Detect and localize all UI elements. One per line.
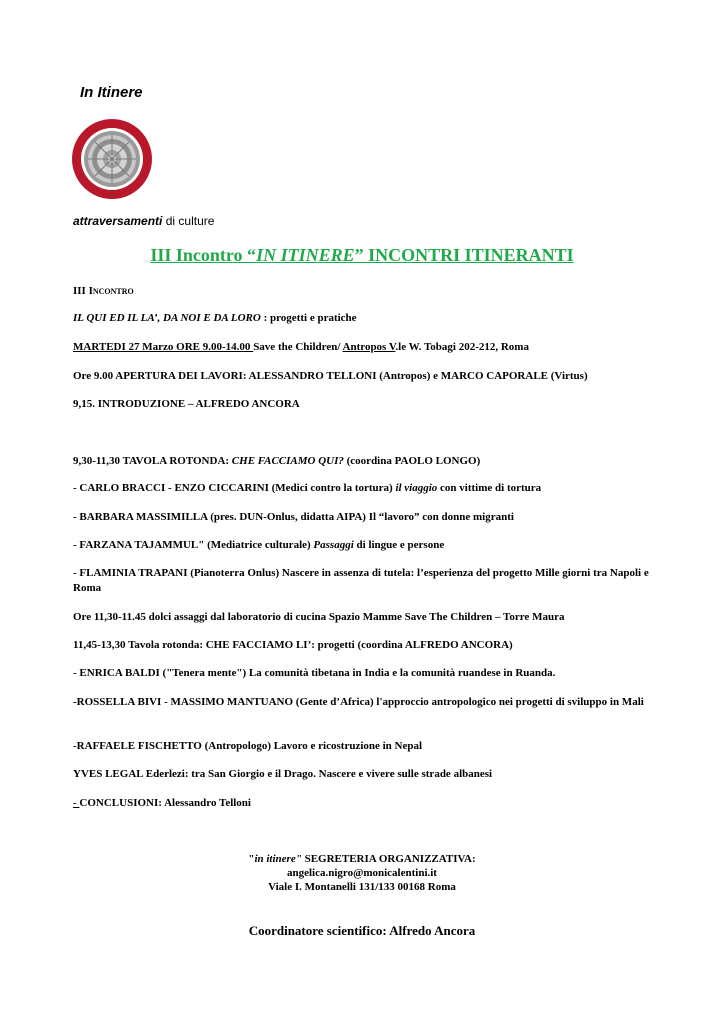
date-line: [73, 340, 663, 355]
speaker-item-8: YVES LEGAL Ederlezi: tra San Giorgio e il Drago. Nascere e vivere sulle strade albanesi: [73, 768, 493, 780]
secretariat-italic: in itinere": [254, 853, 302, 865]
break-line: Ore 11,30-11.45 dolci assaggi dal laboratorio di cucina Spazio Mamme Save The Children – Torre Maura: [73, 611, 565, 623]
title-prefix: III Incontro “: [150, 245, 257, 265]
date-address: .le W. Tobagi 202-212, Roma: [395, 341, 529, 353]
secretariat-quote: ": [248, 853, 255, 865]
conclusion-dash: -: [73, 797, 80, 809]
item3-b: di lingue e persone: [353, 539, 445, 551]
subtitle-italic: IL QUI ED IL LA’, DA NOI E DA LORO: [73, 312, 261, 324]
date-antropos: Antropos V: [342, 341, 396, 353]
tagline-bold: attraversamenti: [73, 214, 163, 228]
item3-italic: Passaggi: [313, 539, 354, 551]
speaker-item-3: [73, 538, 663, 553]
title-suffix: ” INCONTRI ITINERANTI: [354, 245, 574, 265]
tagline-rest: di culture: [162, 214, 215, 228]
subtitle: [73, 311, 663, 326]
secretariat-rest: SEGRETERIA ORGANIZZATIVA:: [301, 853, 476, 865]
round1-a: 9,30-11,30 TAVOLA ROTONDA:: [73, 455, 232, 467]
item1-a: - CARLO BRACCI - ENZO CICCARINI (Medici contro la tortura): [73, 482, 396, 494]
secretariat-line: [0, 852, 724, 866]
item1-b: con vittime di tortura: [437, 482, 542, 494]
seal-logo-icon: [71, 118, 153, 200]
intro-line: 9,15. INTRODUZIONE – ALFREDO ANCORA: [73, 398, 300, 410]
coordinator-line: Coordinatore scientifico: Alfredo Ancora: [248, 923, 476, 938]
item1-italic: il viaggio: [395, 482, 438, 494]
subtitle-rest: : progetti e pratiche: [260, 312, 357, 324]
speaker-item-6: -ROSSELLA BIVI - MASSIMO MANTUANO (Gente d’Africa) l'approccio antropologico nei progetti di sviluppo in Mali: [73, 696, 644, 708]
section-label: III Incontro: [73, 285, 134, 297]
speaker-item-1: [73, 481, 663, 496]
speaker-item-4: - FLAMINIA TRAPANI (Pianoterra Onlus) Nascere in assenza di tutela: l’esperienza del progetto Mille giorni tra Napoli e Roma: [73, 567, 649, 594]
date-venue: Save the Children/: [253, 341, 343, 353]
conclusion-text: CONCLUSIONI: Alessandro Telloni: [79, 797, 251, 809]
round1-italic: CHE FACCIAMO QUI?: [231, 455, 344, 467]
round-table-2: 11,45-13,30 Tavola rotonda: CHE FACCIAMO LI’: progetti (coordina ALFREDO ANCORA): [73, 639, 513, 651]
date-time: MARTEDI 27 Marzo ORE 9.00-14.00: [73, 341, 254, 353]
speaker-item-7: -RAFFAELE FISCHETTO (Antropologo) Lavoro e ricostruzione in Nepal: [73, 740, 423, 752]
org-title: In Itinere: [80, 84, 143, 101]
title-italic: IN ITINERE: [256, 245, 355, 265]
address-line: Viale I. Montanelli 131/133 00168 Roma: [268, 881, 456, 893]
round-table-1: [73, 454, 663, 469]
item3-a: - FARZANA TAJAMMUL" (Mediatrice culturale): [73, 539, 314, 551]
tagline: [73, 214, 214, 228]
round1-b: (coordina PAOLO LONGO): [343, 455, 481, 467]
speaker-item-5: - ENRICA BALDI ("Tenera mente") La comunità tibetana in India e la comunità ruandese in Ruanda.: [73, 667, 556, 679]
page-title: [0, 245, 724, 266]
conclusion-line: [73, 796, 663, 811]
opening-line: Ore 9.00 APERTURA DEI LAVORI: ALESSANDRO TELLONI (Antropos) e MARCO CAPORALE (Virtus): [73, 370, 588, 382]
email-link[interactable]: angelica.nigro@monicalentini.it: [287, 867, 437, 879]
speaker-item-2: - BARBARA MASSIMILLA (pres. DUN-Onlus, didatta AIPA) Il “lavoro” con donne migranti: [73, 511, 514, 523]
